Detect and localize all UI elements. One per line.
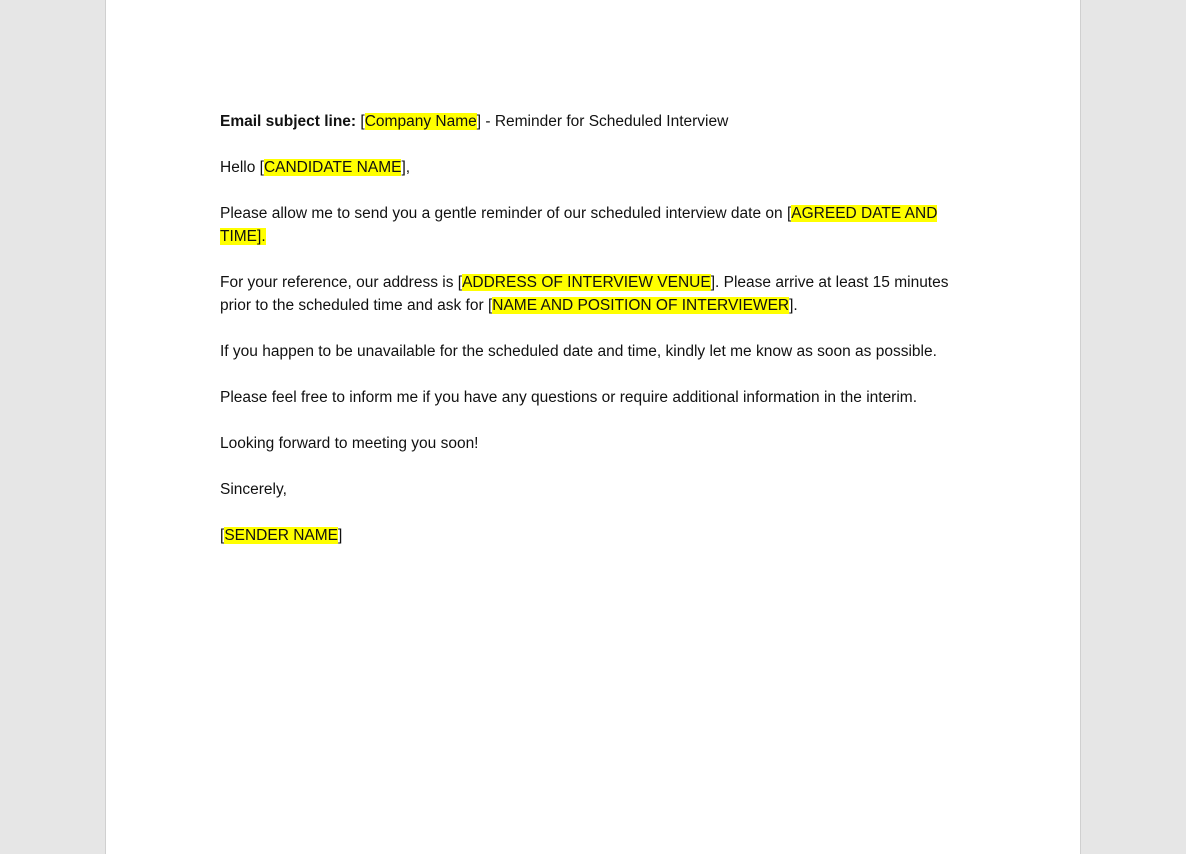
address-text-pre: For your reference, our address is [ — [220, 274, 463, 291]
address-paragraph — [220, 271, 980, 317]
document-body[interactable] — [220, 110, 980, 570]
closing: Sincerely, — [220, 481, 287, 498]
greeting-post: ], — [401, 159, 411, 176]
candidate-name-placeholder: CANDIDATE NAME — [263, 159, 402, 176]
looking-forward-paragraph: Looking forward to meeting you soon! — [220, 435, 479, 452]
greeting — [220, 156, 980, 179]
signature — [220, 524, 980, 547]
agreed-date-placeholder: AGREED DATE AND TIME]. — [220, 205, 938, 245]
subject-rest: ] - Reminder for Scheduled Interview — [476, 113, 729, 130]
signature-pre: [ — [220, 527, 225, 544]
questions-paragraph: Please feel free to inform me if you have any questions or require additional information in the interim. — [220, 389, 918, 406]
interviewer-placeholder: NAME AND POSITION OF INTERVIEWER — [492, 297, 790, 314]
signature-post: ] — [338, 527, 343, 544]
subject-open: [ — [356, 113, 365, 130]
address-text-post: ]. — [789, 297, 798, 314]
venue-address-placeholder: ADDRESS OF INTERVIEW VENUE — [462, 274, 711, 291]
reminder-paragraph — [220, 202, 980, 248]
subject-line — [220, 110, 980, 133]
sender-name-placeholder: SENDER NAME — [224, 527, 338, 544]
company-name-placeholder: Company Name — [364, 113, 477, 130]
reminder-text: Please allow me to send you a gentle reminder of our scheduled interview date on [ — [220, 205, 792, 222]
document-page — [105, 0, 1081, 854]
unavailable-paragraph: If you happen to be unavailable for the scheduled date and time, kindly let me know as soon as possible. — [220, 343, 937, 360]
subject-label: Email subject line: — [220, 113, 357, 130]
address-text-mid: ]. Please arrive at least 15 minutes prior to the scheduled time and ask for [ — [220, 274, 949, 314]
greeting-pre: Hello [ — [220, 159, 264, 176]
